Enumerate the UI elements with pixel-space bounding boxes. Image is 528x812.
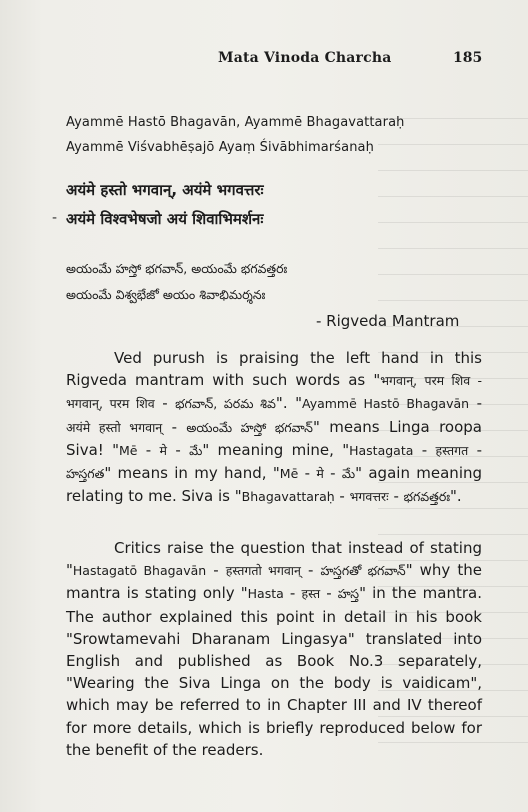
p1-devanagari: भगवान्, परम शिव - भगवान्, परम शिव	[66, 373, 482, 412]
p2-telugu: హస్త	[337, 586, 360, 602]
p1-transliteration: Hastagata	[349, 442, 414, 458]
p2-transliteration: Hastagatō Bhagavān	[72, 563, 207, 579]
p2-sep: -	[283, 584, 302, 603]
p1-telugu: భగవత్తరః	[403, 489, 451, 505]
verse-transliteration-line-2: Ayammē Viśvabhēṣajō Ayaṃ Śivābhimarśanaḥ	[66, 140, 374, 155]
p1-telugu: మే	[189, 442, 203, 458]
p1-sep: -	[468, 440, 482, 459]
p1-devanagari: भगवत्तरः	[349, 489, 389, 505]
p1-telugu: మే	[341, 466, 356, 482]
p1-transliteration: Bhagavattaraḥ	[241, 489, 335, 505]
p1-sep: -	[137, 440, 160, 459]
p1-sep: -	[167, 440, 190, 459]
p2-sep: -	[300, 561, 321, 580]
p1-sep: -	[469, 394, 482, 413]
verse-telugu-line-2: అయంమే విశ్వభేజో అయం శివాభిమర్శనః	[66, 287, 266, 302]
p1-sep: -	[323, 464, 342, 483]
p1-devanagari: हस्तगत	[435, 442, 469, 458]
p2-sep: -	[206, 561, 226, 580]
p1-text: " means Linga roopa Siva! "	[66, 417, 482, 459]
running-header-title: Mata Vinoda Charcha	[218, 50, 392, 66]
paragraph-2	[66, 537, 482, 761]
verse-devanagari-line-2: अयंमे विश्वभेषजो अयं शिवाभिमर्शनः	[66, 210, 264, 228]
p1-sep: -	[154, 394, 176, 413]
p1-sep: -	[388, 487, 404, 506]
p2-text: " why the mantra is stating only "	[66, 561, 482, 603]
margin-mark: -	[52, 210, 58, 226]
p1-telugu: హస్తగత	[66, 466, 105, 482]
p1-telugu: భగవాన్, పరమ శివ	[175, 396, 276, 412]
p1-text: ".	[450, 487, 462, 506]
p1-sep: -	[413, 440, 436, 459]
p1-transliteration: Ayammē Hastō Bhagavān	[302, 396, 470, 412]
p1-devanagari: मे	[316, 466, 324, 482]
p1-text: " means in my hand, "	[104, 464, 280, 483]
p1-devanagari: अयंमे हस्तो भगवान्	[66, 419, 163, 435]
p2-telugu: హస్తగతో భగవాన్	[320, 563, 406, 579]
p1-telugu: అయంమే హస్తో భగవాన్	[186, 419, 313, 435]
p1-devanagari: मे	[159, 442, 168, 458]
p2-text: Critics raise the question that instead of stating "	[66, 539, 482, 580]
p2-sep: -	[320, 584, 338, 603]
p1-sep: -	[334, 487, 350, 506]
p2-transliteration: Hasta	[247, 586, 284, 602]
verse-telugu-line-1: అయంమే హస్తో భగవాన్, అయంమే భగవత్తరః	[66, 261, 288, 276]
p1-transliteration: Mē	[119, 442, 138, 458]
verse-source: - Rigveda Mantram	[316, 312, 460, 330]
p1-transliteration: Mē	[279, 466, 299, 482]
p2-text: " in the mantra. The author explained this point in detail in his book "Srowtamevahi Dharanam Lingasya" translated into English and published as Book No.3 separately, "Wearing the Siva Linga on the body is vaidicam", which may be referred to in Chapter III and IV thereof for more details, which is briefly reproduced below for the benefit of the readers.	[66, 584, 482, 759]
p1-text: " again meaning relating to me. Siva is "	[66, 464, 483, 506]
p1-text: Ved purush is praising the left hand in this Rigveda mantram with such words as "	[66, 349, 482, 390]
p1-text: ". "	[275, 394, 302, 413]
verse-transliteration-line-1: Ayammē Hastō Bhagavān, Ayammē Bhagavattaraḥ	[66, 115, 405, 130]
p1-sep: -	[298, 464, 317, 483]
verse-devanagari-line-1: अयंमे हस्तो भगवान्, अयंमे भगवत्तरः	[66, 181, 264, 199]
p1-text: " meaning mine, "	[202, 440, 350, 459]
p2-devanagari: हस्तगतो भगवान्	[225, 563, 301, 579]
p2-devanagari: हस्त	[301, 586, 321, 602]
p1-sep: -	[162, 417, 187, 436]
page-number: 185	[453, 50, 483, 66]
paragraph-1	[66, 347, 482, 508]
